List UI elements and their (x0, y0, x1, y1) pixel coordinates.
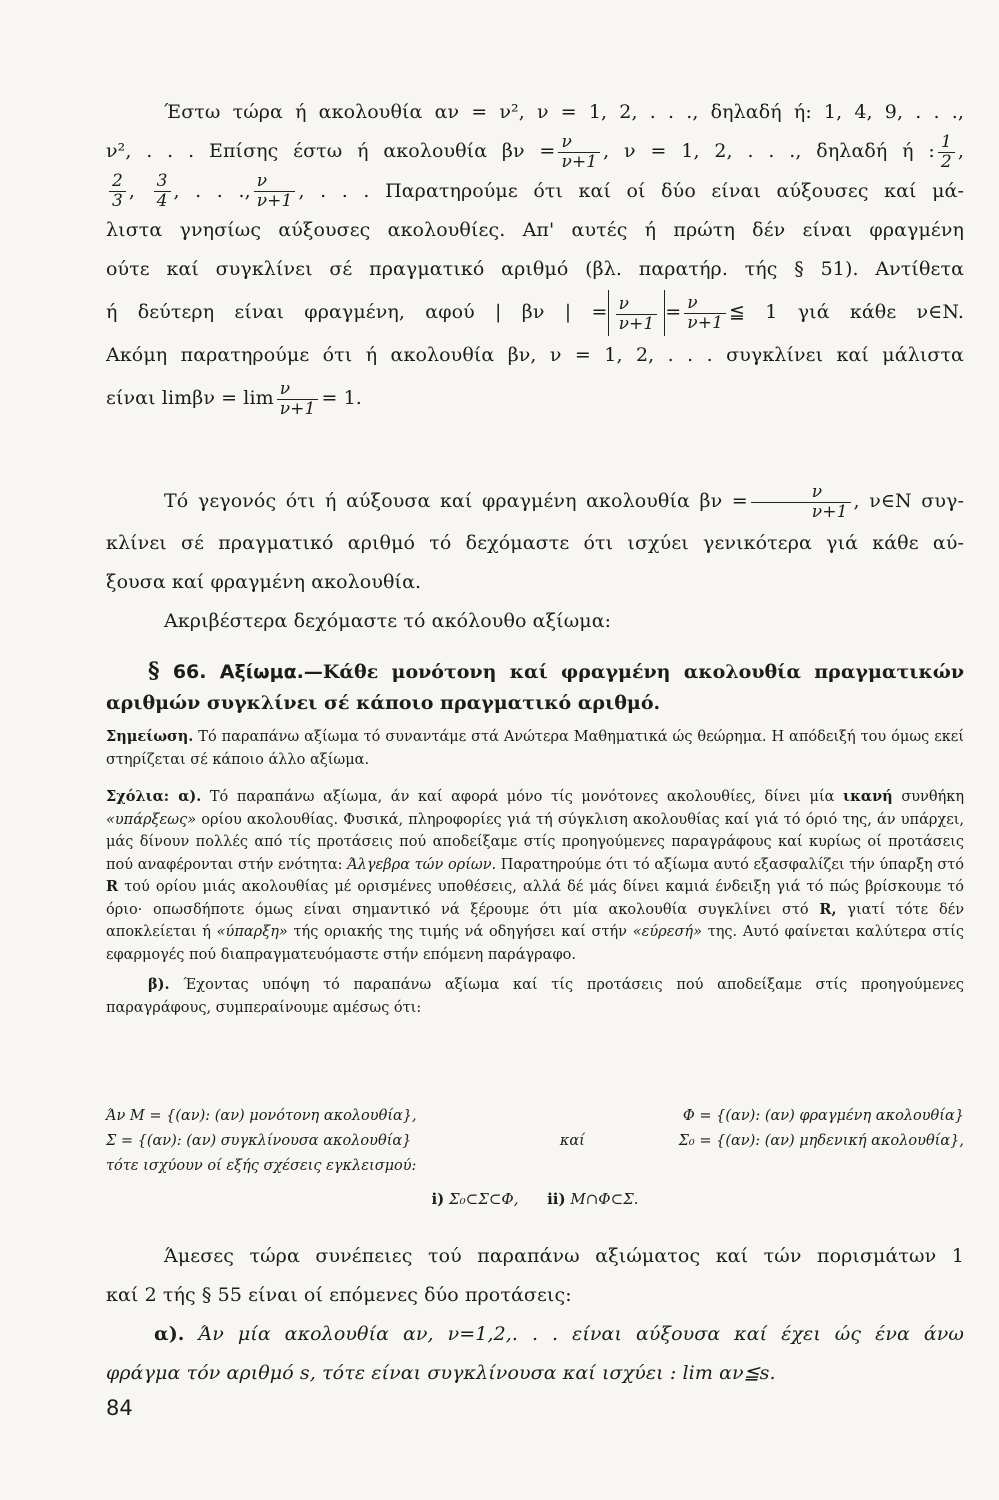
intro-line-8-text: είναι limβν = lim (106, 387, 274, 409)
fact-line-2: κλίνει σέ πραγματικό αριθμό τό δεχόμαστε ότι ισχύει γενικότερα γιά κάθε αύ- (106, 532, 964, 554)
set-relations-intro: τότε ισχύουν οί εξής σχέσεις εγκλεισμού: (106, 1158, 417, 1174)
comment-a-text-m: τής οριακής της τιμής νά οδηγήσει καί στήν (293, 924, 627, 940)
inclusion-i: Σ₀⊂Σ⊂Φ, (449, 1190, 519, 1208)
cons-a-text-1: Άν μία ακολουθία αν, ν=1,2,. . . είναι αύξουσα καί έχει ώς ένα άνω (198, 1323, 964, 1345)
inclusions (106, 1187, 964, 1211)
comment-b-text: Έχοντας υπόψη τό παραπάνω αξίωμα καί τίς προτάσεις πού αποδείξαμε στίς προηγούμενες παραγράφους, συμπεραίνουμε αμέσως ότι: (106, 977, 964, 1016)
fraction (684, 294, 726, 333)
page-number: 84 (106, 1396, 133, 1420)
cons-line-2: καί 2 τής § 55 είναι οί επόμενες δύο προτάσεις: (106, 1284, 572, 1306)
comment-a-text: Τό παραπάνω αξίωμα, άν καί αφορά μόνο τίς μονότονες ακολουθίες, δίνει μία (209, 789, 835, 805)
comments-paragraph (106, 786, 964, 1019)
consequences-paragraph (106, 1237, 964, 1393)
section-symbol: § (148, 658, 160, 684)
set-R-2: R, (819, 900, 837, 918)
intro-line-7: Ακόμη παρατηρούμε ότι ή ακολουθία βν, ν = 1, 2, . . . συγκλίνει καί μάλιστα (106, 344, 964, 366)
denominator: ν+1 (561, 151, 598, 172)
set-Phi: Φ = {(αν): (αν) φραγμένη ακολουθία} (682, 1108, 964, 1124)
cons-a-label: α). (154, 1323, 185, 1345)
numerator: ν (558, 133, 600, 153)
cons-line-1: Άμεσες τώρα συνέπειες τού παραπάνω αξιώματος καί τών πορισμάτων 1 (164, 1245, 964, 1267)
equals: = (665, 301, 682, 323)
intro-line-4: λιστα γνησίως αύξουσες ακολουθίες. Απ' αυτές ή πρώτη δέν είναι φραγμένη (106, 219, 964, 241)
fraction (277, 380, 319, 419)
comment-b (106, 974, 964, 1019)
intro-line-3-text-b: , . . . Παρατηρούμε ότι καί οί δύο είναι αύξουσες καί μά- (298, 179, 964, 202)
fact-line-3: ξουσα καί φραγμένη ακολουθία. (106, 571, 422, 593)
numerator: ν (684, 294, 726, 314)
comma: , (957, 140, 964, 162)
fraction (254, 172, 296, 211)
inclusion-ii: M∩Φ⊂Σ. (570, 1190, 639, 1208)
denominator: ν+1 (256, 191, 293, 211)
denominator: ν+1 (618, 313, 655, 334)
numerator: ν (616, 295, 658, 315)
set-Sigma0: Σ₀ = {(αν): (αν) μηδενική ακολουθία}, (678, 1133, 964, 1149)
denominator: 4 (156, 191, 168, 211)
comment-b-label: β). (148, 976, 170, 993)
emphasis-sufficient: ικανή (843, 788, 893, 805)
note-paragraph (106, 726, 964, 771)
inclusion-i-label: i) (431, 1190, 445, 1208)
intro-line-1: Έστω τώρα ή ακολουθία αν = ν², ν = 1, 2, . . ., δηλαδή ή: 1, 4, 9, . . ., (164, 101, 964, 123)
intro-line-8-text-b: = 1. (321, 387, 362, 409)
emphasis-algebra-of-limits: Άλγεβρα τών ορίων. (347, 856, 497, 873)
emphasis-existence: «υπάρξεως» (106, 811, 197, 828)
axiom-text: —Κάθε μονότονη καί φραγμένη ακολουθία πραγματικών αριθμών συγκλίνει σέ κάποιο πραγματικό αριθμό. (106, 661, 964, 714)
fraction (109, 172, 126, 211)
intro-line-5: ούτε καί συγκλίνει σέ πραγματικό αριθμό (βλ. παρατήρ. τής § 51). Αντίθετα (106, 258, 964, 280)
comment-a-text-c: συνθήκη (901, 789, 965, 805)
set-Sigma: Σ = {(αν): (αν) συγκλίνουσα ακολουθία} (106, 1133, 412, 1149)
absolute-value (608, 290, 666, 336)
cons-a-line-1 (106, 1315, 964, 1354)
axiom-number: 66. (172, 661, 207, 683)
fraction (154, 172, 171, 211)
denominator: ν+1 (687, 312, 723, 333)
fraction (938, 133, 955, 172)
axiom-title: Αξίωμα. (219, 661, 304, 683)
set-M: Άν M = {(αν): (αν) μονότονη ακολουθία}, (106, 1108, 417, 1124)
fact-line-1-text-b: , ν∈N συγ- (853, 490, 964, 512)
set-definitions (106, 1104, 964, 1211)
note-text-block (106, 726, 964, 771)
intro-line-6-text-c: ≦ 1 γιά κάθε ν∈N. (729, 301, 964, 323)
intro-line-2-text-b: , ν = 1, 2, . . ., δηλαδή ή : (603, 140, 935, 162)
comment-a-text-g: Παρατηρούμε ότι τό αξίωμα αυτό εξασφαλίζει τήν ύπαρξη στό (500, 856, 965, 873)
note-text: Τό παραπάνω αξίωμα τό συναντάμε στά Ανώτερα Μαθηματικά ώς θεώρημα. Η απόδειξή του όμως εκεί στηρίζεται σέ κάποιο άλλο αξίωμα. (106, 729, 964, 768)
intro-line-6 (106, 289, 964, 336)
comment-a-text-o: της. Αυτό φαίνεται καλύτερα στίς εφαρμογές πού διαπραγματευόμαστε στήν επόμενη παράγραφο. (106, 924, 964, 963)
emphasis-existence-2: «ύπαρξη» (216, 924, 288, 940)
denominator: ν+1 (279, 398, 316, 419)
fact-paragraph (106, 478, 964, 641)
set-line-3 (106, 1154, 964, 1179)
denominator: ν+1 (811, 501, 848, 522)
comment-a-text-k: γιατί τότε δέν αποκλείεται ή (106, 901, 965, 940)
set-R: R (106, 878, 119, 895)
intro-line-2 (106, 132, 964, 172)
intro-line-3: $\frac{2}{3}$ , $\frac{3}{4}$ , . . ., $\frac{\nu}{\nu+1}$ , . . . Παρατηρούμε ότι καί οί δύο είναι αύξουσες καί μά- (106, 172, 964, 212)
numerator: ν (277, 380, 319, 400)
denominator: 2 (940, 151, 952, 172)
intro-paragraph (106, 93, 964, 421)
fraction (616, 295, 658, 334)
numerator: 1 (938, 133, 955, 153)
fraction (751, 483, 851, 522)
fact-line-1 (106, 478, 964, 524)
conjunction: καί (559, 1133, 585, 1149)
fact-line-4: Ακριβέστερα δεχόμαστε τό ακόλουθο αξίωμα: (164, 610, 612, 632)
comments-label: Σχόλια: α). (106, 788, 202, 805)
numerator: 2 (109, 172, 126, 192)
comment-a (106, 786, 964, 966)
numerator: 3 (154, 172, 171, 192)
comment-a-text-e: ορίου ακολουθίας. Φυσικά, πληροφορίες γιά τή σύγκλιση ακολουθίας καί γιά τό όριό της, άν υπάρχει, μάς δίνουν πολλές από τίς προτάσεις πού αποδείξαμε στίς προηγούμενες παραγράφους καί κυρίως οί προτάσεις πού αναφέρονται στήν ενότητα: (106, 811, 964, 873)
comment-a-text-i: τού ορίου μιάς ακολουθίας μέ ορισμένες υποθέσεις, αλλά δέ μάς δίνει καμιά ένδειξη γιά τό πώς βρίσκουμε τό όριο· οπωσδήποτε όμως είναι σημαντικό νά ξέρουμε ότι μία ακολουθία συγκλίνει στό (106, 879, 964, 918)
fraction (558, 133, 600, 172)
set-line-1 (106, 1104, 964, 1129)
cons-a-line-2: φράγμα τόν αριθμό s, τότε είναι συγκλίνουσα καί ισχύει : lim αν≦s. (106, 1362, 776, 1384)
axiom-statement (106, 656, 964, 719)
set-line-2 (106, 1129, 964, 1154)
inclusion-ii-label: ii) (547, 1190, 566, 1208)
intro-line-6-text: ή δεύτερη είναι φραγμένη, αφού | βν | = (106, 301, 608, 323)
denominator: 3 (112, 191, 123, 211)
intro-line-2-text: ν², . . . Επίσης έστω ή ακολουθία βν = (106, 140, 556, 162)
fact-line-1-text: Τό γεγονός ότι ή αύξουσα καί φραγμένη ακολουθία βν = (164, 490, 748, 512)
numerator: ν (254, 172, 296, 192)
intro-line-3-text: , . . ., (173, 179, 251, 202)
emphasis-finding: «εύρεσή» (632, 924, 702, 940)
numerator: ν (751, 483, 851, 503)
note-label: Σημείωση. (106, 728, 194, 745)
intro-line-8 (106, 375, 964, 421)
